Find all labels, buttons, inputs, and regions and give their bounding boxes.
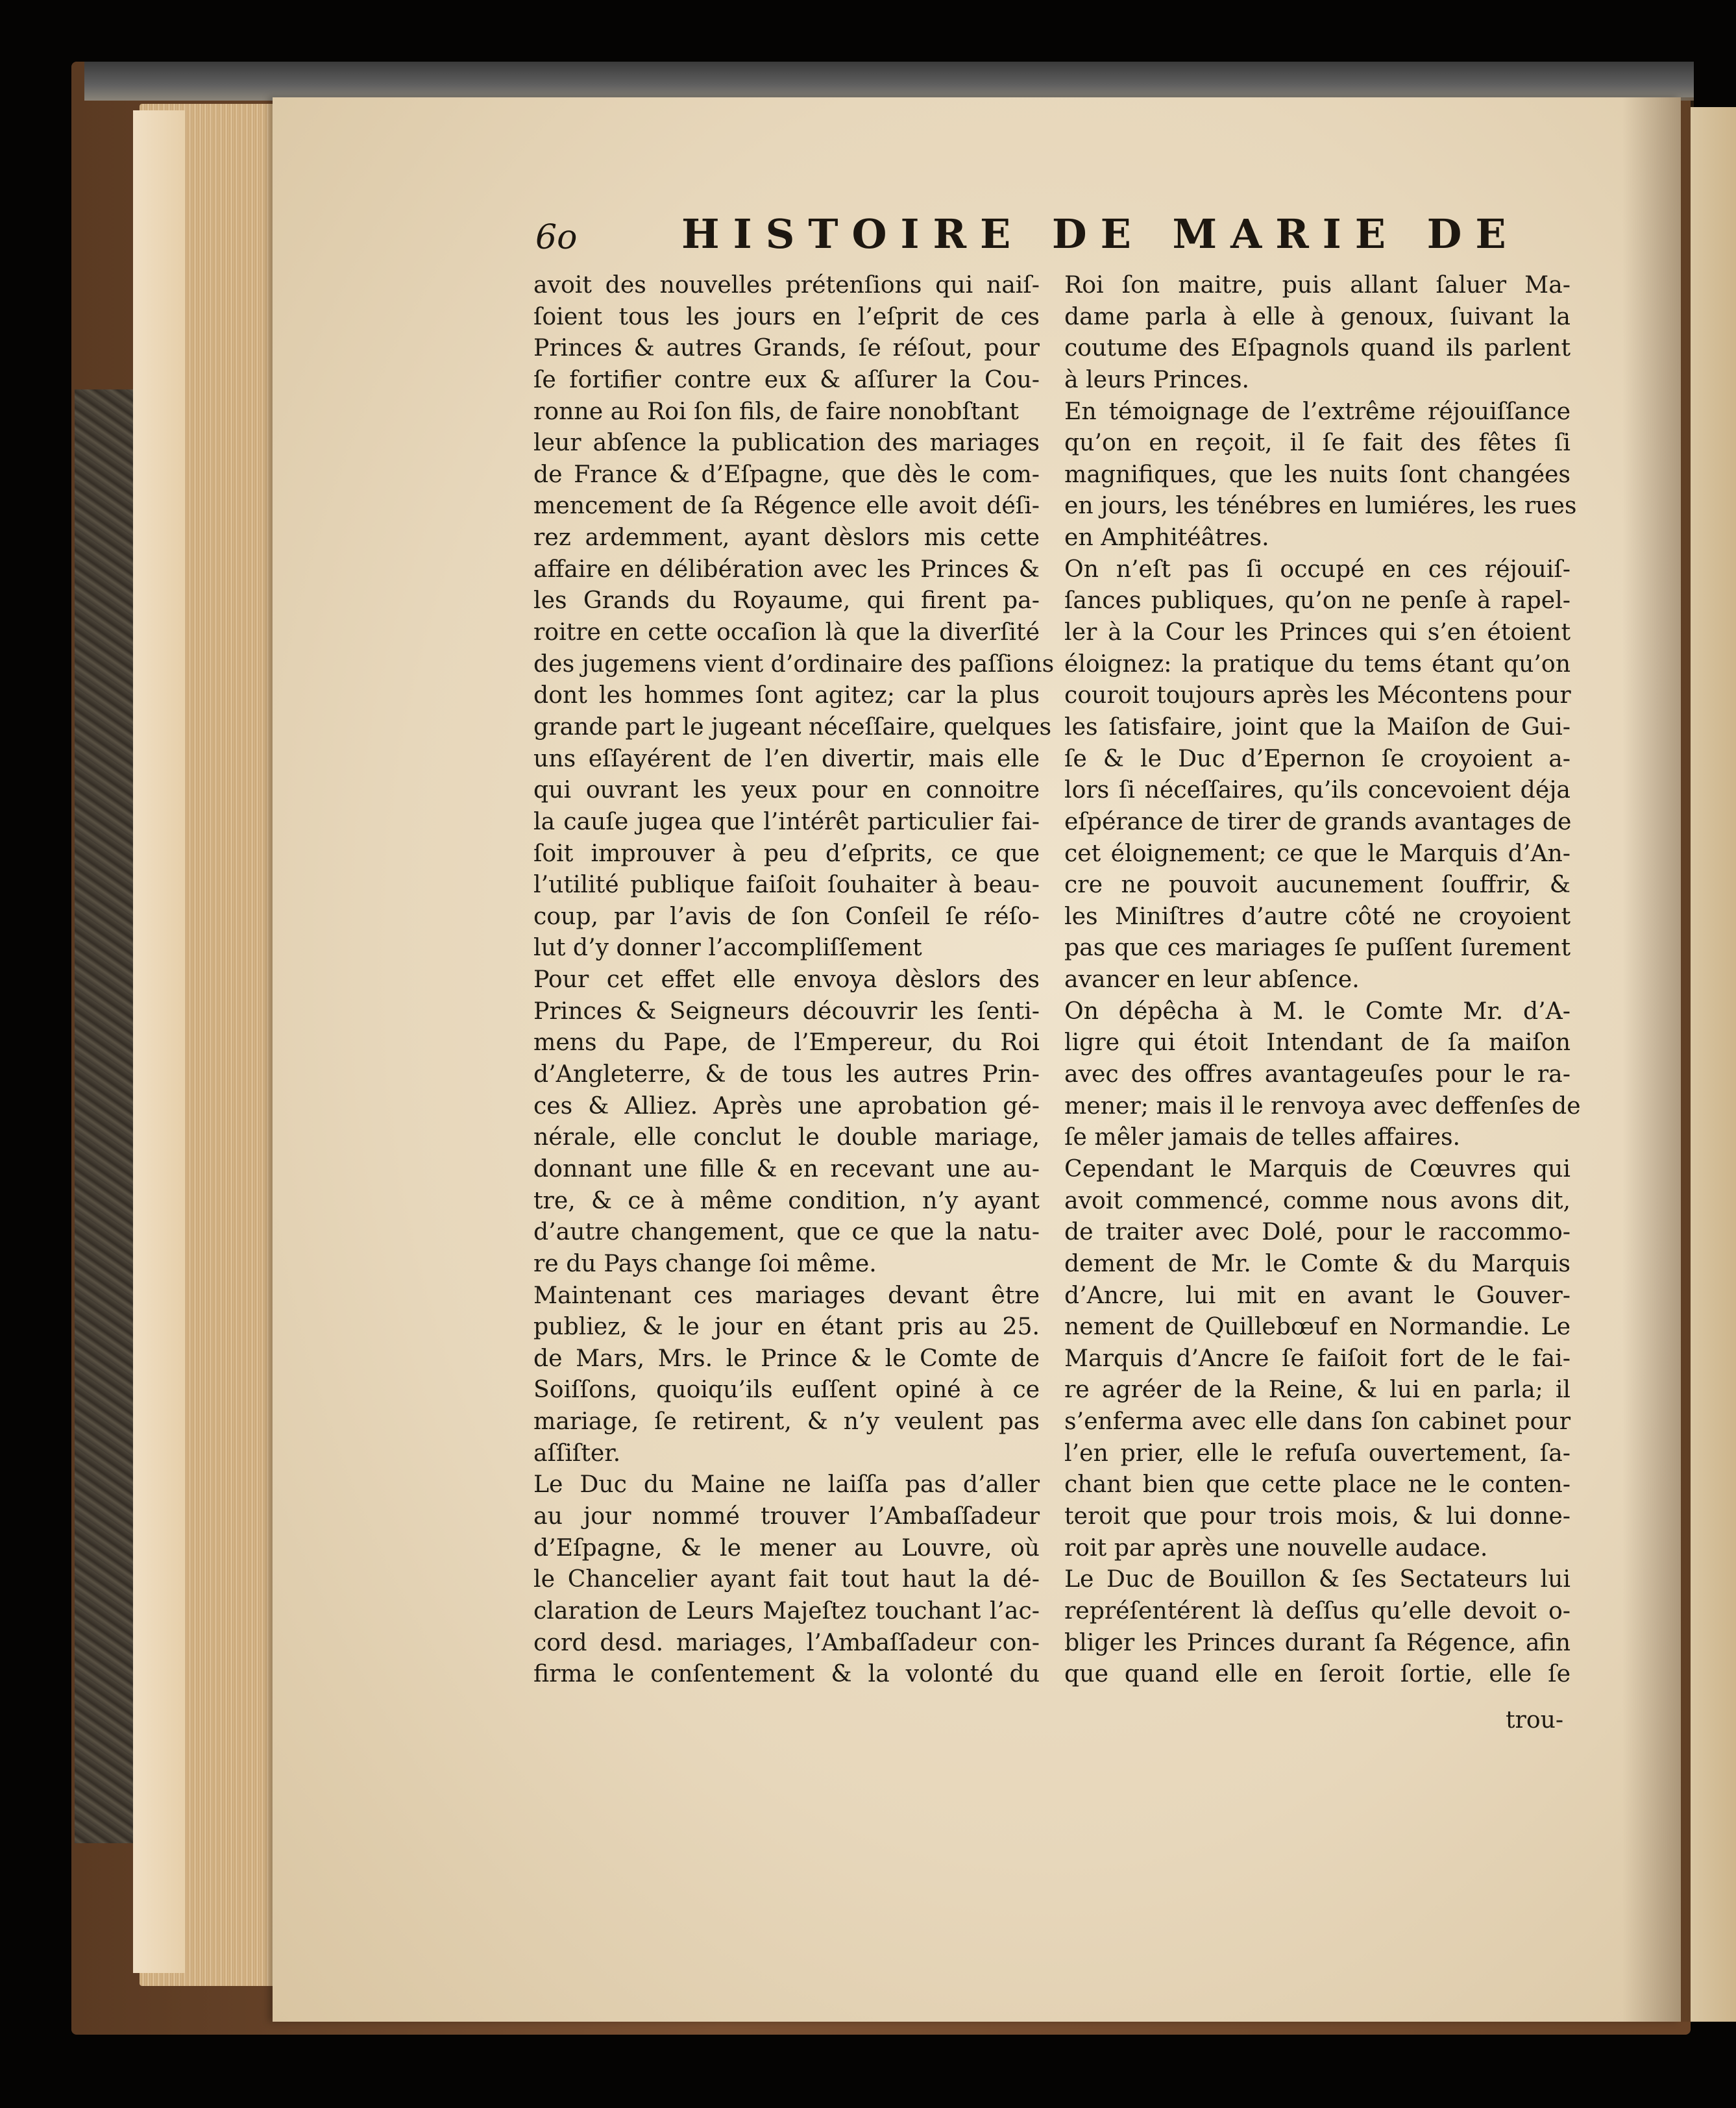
text-line: firma le conſentement & la volonté du <box>533 1660 1040 1688</box>
text-line: ſoit improuver à peu d’eſprits, ce que <box>533 839 1040 867</box>
text-line: en jours, les ténébres en lumiéres, les rues <box>1064 491 1577 520</box>
facing-page-edge <box>1691 107 1736 2022</box>
text-line: ligre qui étoit Intendant de ſa maiſon <box>1064 1028 1571 1057</box>
text-line: de traiter avec Dolé, pour le raccommo- <box>1064 1218 1571 1246</box>
text-line: avoit des nouvelles prétenſions qui naiſ- <box>533 271 1040 299</box>
text-line: qu’on en reçoit, il ſe fait des fêtes ſi <box>1064 428 1571 457</box>
text-line: qui ouvrant les yeux pour en connoitre <box>533 776 1040 804</box>
text-line: leur abſence la publication des mariages <box>533 428 1040 457</box>
text-line: couroit toujours après les Mécontens pour <box>1064 681 1571 709</box>
text-line: mariage, ſe retirent, & n’y veulent pas <box>533 1407 1040 1436</box>
text-line: les Grands du Royaume, qui firent pa- <box>533 586 1040 615</box>
text-line: lors ſi néceſſaires, qu’ils concevoient déja <box>1064 776 1571 804</box>
text-line: Cependant le Marquis de Cœuvres qui <box>1064 1154 1571 1183</box>
text-line: dont les hommes ſont agitez; car la plus <box>533 681 1040 709</box>
text-line: le Chancelier ayant fait tout haut la dé- <box>533 1565 1040 1593</box>
text-line: affaire en délibération avec les Princes & <box>533 554 1040 583</box>
text-line: repréſentérent là deſſus qu’elle devoit o- <box>1064 1596 1571 1624</box>
text-line: donnant une fille & en recevant une au- <box>533 1154 1040 1183</box>
text-line: ſe fortifier contre eux & aſſurer la Cou- <box>533 365 1040 393</box>
text-line: s’enferma avec elle dans ſon cabinet pour <box>1064 1407 1571 1436</box>
text-line: avec des offres avantageuſes pour le ra- <box>1064 1060 1571 1088</box>
text-line: cet éloignement; ce que le Marquis d’An- <box>1064 839 1571 867</box>
text-line: Soiſſons, quoiqu’ils euſſent opiné à ce <box>533 1375 1040 1404</box>
text-line: des jugemens vient d’ordinaire des paſſions <box>533 649 1055 678</box>
page-header <box>535 206 1520 265</box>
text-line: lut d’y donner l’accompliſſement <box>533 933 922 962</box>
text-line: Princes & Seigneurs découvrir les ſenti- <box>533 996 1040 1025</box>
text-line: eſpérance de tirer de grands avantages de <box>1064 807 1572 835</box>
running-head: HISTOIRE DE MARIE DE <box>681 210 1520 258</box>
text-line: teroit que pour trois mois, & lui donne- <box>1064 1501 1571 1530</box>
text-line: cre ne pouvoit aucunement ſouffrir, & <box>1064 870 1571 899</box>
text-line: magnifiques, que les nuits ſont changées <box>1064 460 1571 488</box>
text-line: avoit commencé, comme nous avons dit, <box>1064 1186 1571 1214</box>
text-line: à leurs Princes. <box>1064 365 1250 393</box>
page-gutter-shadow <box>1622 97 1694 2022</box>
text-line: avancer en leur abſence. <box>1064 965 1360 994</box>
text-line: au jour nommé trouver l’Ambaſſadeur <box>533 1501 1040 1530</box>
text-line: Le Duc de Bouillon & ſes Sectateurs lui <box>1064 1565 1571 1593</box>
text-line: Le Duc du Maine ne laiſſa pas d’aller <box>533 1470 1040 1499</box>
text-line: ſoient tous les jours en l’eſprit de ces <box>533 302 1040 330</box>
text-line: dame parla à elle à genoux, ſuivant la <box>1064 302 1571 330</box>
text-line: uns eſſayérent de l’en divertir, mais elle <box>533 744 1040 772</box>
text-line: nérale, elle conclut le double mariage, <box>533 1123 1040 1151</box>
text-line: d’Ancre, lui mit en avant le Gouver- <box>1064 1281 1571 1309</box>
text-line: ſe & le Duc d’Epernon ſe croyoient a- <box>1064 744 1571 772</box>
text-line: Pour cet effet elle envoya dèslors des <box>533 965 1040 994</box>
text-line: que quand elle en ſeroit ſortie, elle ſe <box>1064 1660 1571 1688</box>
text-line: coup, par l’avis de ſon Conſeil ſe réſo- <box>533 901 1040 930</box>
text-line: ler à la Cour les Princes qui s’en étoient <box>1064 618 1571 646</box>
text-line: l’utilité publique faiſoit ſouhaiter à beau- <box>533 870 1040 899</box>
text-line: ſe mêler jamais de telles affaires. <box>1064 1123 1461 1151</box>
text-line: dement de Mr. le Comte & du Marquis <box>1064 1249 1571 1277</box>
text-line: pas que ces mariages ſe puſſent ſurement <box>1064 933 1571 962</box>
text-line: rez ardemment, ayant dèslors mis cette <box>533 523 1040 552</box>
text-line: chant bien que cette place ne le conten- <box>1064 1470 1571 1499</box>
text-line: mencement de ſa Régence elle avoit déſi- <box>533 491 1040 520</box>
text-line: roit par après une nouvelle audace. <box>1064 1533 1488 1562</box>
text-line: coutume des Eſpagnols quand ils parlent <box>1064 334 1571 362</box>
page-number: 6o <box>535 218 578 257</box>
text-line: l’en prier, elle le refuſa ouvertement, ſa- <box>1064 1438 1571 1467</box>
text-line: d’autre changement, que ce que la natu- <box>533 1218 1040 1246</box>
text-line: les ſatisfaire, joint que la Maiſon de Gui- <box>1064 712 1571 741</box>
text-line: éloignez: la pratique du tems étant qu’on <box>1064 649 1571 678</box>
text-line: re du Pays change ſoi même. <box>533 1249 877 1277</box>
cover-top-edge <box>84 62 1694 101</box>
text-line: bliger les Princes durant ſa Régence, afin <box>1064 1628 1571 1656</box>
text-line: tre, & ce à même condition, n’y ayant <box>533 1186 1040 1214</box>
text-line: re agréer de la Reine, & lui en parla; il <box>1064 1375 1571 1404</box>
text-line: de Mars, Mrs. le Prince & le Comte de <box>533 1343 1040 1372</box>
text-line: de France & d’Eſpagne, que dès le com- <box>533 460 1040 488</box>
text-column-left <box>533 269 1055 1690</box>
text-line: mener; mais il le renvoya avec deffenſes de <box>1064 1091 1581 1120</box>
text-column-right <box>1064 269 1581 1690</box>
text-line: en Amphitéâtres. <box>1064 523 1269 552</box>
text-line: aſſiſter. <box>533 1438 621 1467</box>
text-line: d’Eſpagne, & le mener au Louvre, où <box>533 1533 1040 1562</box>
text-line: roitre en cette occaſion là que la diverſité <box>533 618 1040 646</box>
text-line: mens du Pape, de l’Empereur, du Roi <box>533 1028 1040 1057</box>
text-line: On n’eſt pas ſi occupé en ces réjouiſ- <box>1064 554 1571 583</box>
text-line: cord desd. mariages, l’Ambaſſadeur con- <box>533 1628 1040 1656</box>
text-line: Princes & autres Grands, ſe réſout, pour <box>533 334 1040 362</box>
text-line: Marquis d’Ancre ſe faiſoit fort de le fai- <box>1064 1343 1571 1372</box>
text-line: grande part le jugeant néceſſaire, quelques <box>533 712 1052 741</box>
text-line: Maintenant ces mariages devant être <box>533 1281 1040 1309</box>
text-line: On dépêcha à M. le Comte Mr. d’A- <box>1064 996 1571 1025</box>
text-line: les Miniſtres d’autre côté ne croyoient <box>1064 901 1571 930</box>
text-line: d’Angleterre, & de tous les autres Prin- <box>533 1060 1040 1088</box>
text-line: la cauſe jugea que l’intérêt particulier fai- <box>533 807 1040 835</box>
text-line: Roi ſon maitre, puis allant ſaluer Ma- <box>1064 271 1571 299</box>
text-line: ſances publiques, qu’on ne penſe à rapel- <box>1064 586 1571 615</box>
text-line: En témoignage de l’extrême réjouiſſance <box>1064 397 1571 425</box>
text-line: nement de Quillebœuf en Normandie. Le <box>1064 1312 1571 1341</box>
text-line: publiez, & le jour en étant pris au 25. <box>533 1312 1040 1341</box>
text-line: ronne au Roi ſon fils, de faire nonobſtant <box>533 397 1019 425</box>
catchword: trou- <box>1506 1706 1564 1734</box>
text-line: ces & Alliez. Après une aprobation gé- <box>533 1091 1040 1120</box>
flyleaf-edge <box>133 110 185 1973</box>
text-line: claration de Leurs Majeſtez touchant l’ac- <box>533 1596 1040 1624</box>
